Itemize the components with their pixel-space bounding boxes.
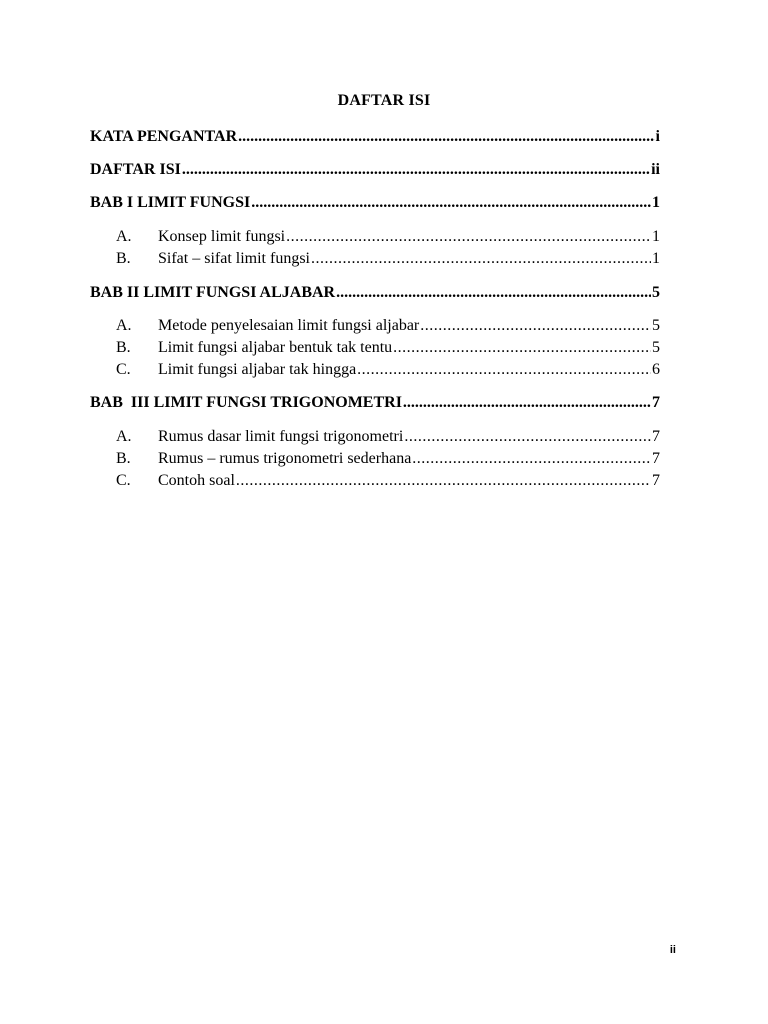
toc-subentry-page: 7: [652, 450, 660, 467]
toc-subentry-letter: A.: [116, 228, 132, 245]
toc-subentry-label: Rumus dasar limit fungsi trigonometri: [158, 428, 404, 445]
toc-subentry-label: Metode penyelesaian limit fungsi aljabar: [158, 317, 420, 334]
toc-entry-label: BAB I LIMIT FUNGSI: [90, 194, 251, 211]
toc-entry-page: 5: [652, 284, 660, 301]
toc-subentry-label: Konsep limit fungsi: [158, 228, 286, 245]
toc-subentry-bab-3-c[interactable]: [90, 471, 660, 491]
toc-subentry-page: 5: [652, 317, 660, 334]
toc-subentry-letter: B.: [116, 450, 131, 467]
toc-entry-page: ii: [651, 161, 660, 178]
page-number: ii: [669, 944, 676, 956]
toc-subentry-page: 1: [652, 228, 660, 245]
dot-leader: [238, 127, 654, 147]
toc-entry-label: BAB II LIMIT FUNGSI ALJABAR: [90, 284, 336, 301]
toc-subentry-letter: A.: [116, 317, 132, 334]
toc-subentry-letter: A.: [116, 428, 132, 445]
toc-entry-page: 1: [652, 194, 660, 211]
toc-entry-label: DAFTAR ISI: [90, 161, 181, 178]
toc-subentry-page: 7: [652, 472, 660, 489]
toc-subentry-label: Limit fungsi aljabar bentuk tak tentu: [158, 339, 393, 356]
toc-entry-label: BAB III LIMIT FUNGSI TRIGONOMETRI: [90, 394, 402, 411]
toc-entry-bab-3[interactable]: [90, 393, 660, 413]
toc-subentry-letter: B.: [116, 339, 131, 356]
toc-entry-daftar-isi[interactable]: [90, 160, 660, 180]
toc-entry-page: 7: [652, 394, 660, 411]
toc-entry-label: KATA PENGANTAR: [90, 128, 238, 145]
toc-subentry-page: 1: [652, 250, 660, 267]
toc-subentry-bab-1-b[interactable]: [90, 249, 660, 269]
toc-subentry-bab-3-a[interactable]: [90, 427, 660, 447]
toc-entry-page: i: [655, 128, 660, 145]
toc-subentry-label: Rumus – rumus trigonometri sederhana: [158, 450, 412, 467]
dot-leader: [412, 449, 651, 469]
page-title: DAFTAR ISI: [337, 92, 431, 109]
toc-subentry-bab-3-b[interactable]: [90, 449, 660, 469]
dot-leader: [336, 283, 651, 303]
toc-entry-bab-1[interactable]: [90, 193, 660, 213]
dot-leader: [393, 338, 651, 358]
toc-subentry-bab-2-a[interactable]: [90, 316, 660, 336]
dot-leader: [311, 249, 651, 269]
toc-subentry-label: Limit fungsi aljabar tak hingga: [158, 361, 357, 378]
toc-subentry-letter: C.: [116, 472, 131, 489]
dot-leader: [182, 160, 650, 180]
toc-subentry-letter: C.: [116, 361, 131, 378]
toc-subentry-page: 7: [652, 428, 660, 445]
dot-leader: [404, 427, 651, 447]
toc-subentry-bab-2-c[interactable]: [90, 360, 660, 380]
toc-subentry-label: Sifat – sifat limit fungsi: [158, 250, 310, 267]
toc-entry-bab-2[interactable]: [90, 283, 660, 303]
toc-subentry-bab-2-b[interactable]: [90, 338, 660, 358]
table-of-contents: [90, 127, 660, 491]
dot-leader: [236, 471, 651, 491]
toc-entry-kata-pengantar[interactable]: [90, 127, 660, 147]
dot-leader: [403, 393, 651, 413]
dot-leader: [286, 227, 651, 247]
dot-leader: [420, 316, 651, 336]
toc-subentry-label: Contoh soal: [158, 472, 235, 489]
dot-leader: [357, 360, 651, 380]
toc-subentry-bab-1-a[interactable]: [90, 227, 660, 247]
toc-subentry-letter: B.: [116, 250, 131, 267]
toc-subentry-page: 5: [652, 339, 660, 356]
toc-subentry-page: 6: [652, 361, 660, 378]
dot-leader: [251, 193, 651, 213]
